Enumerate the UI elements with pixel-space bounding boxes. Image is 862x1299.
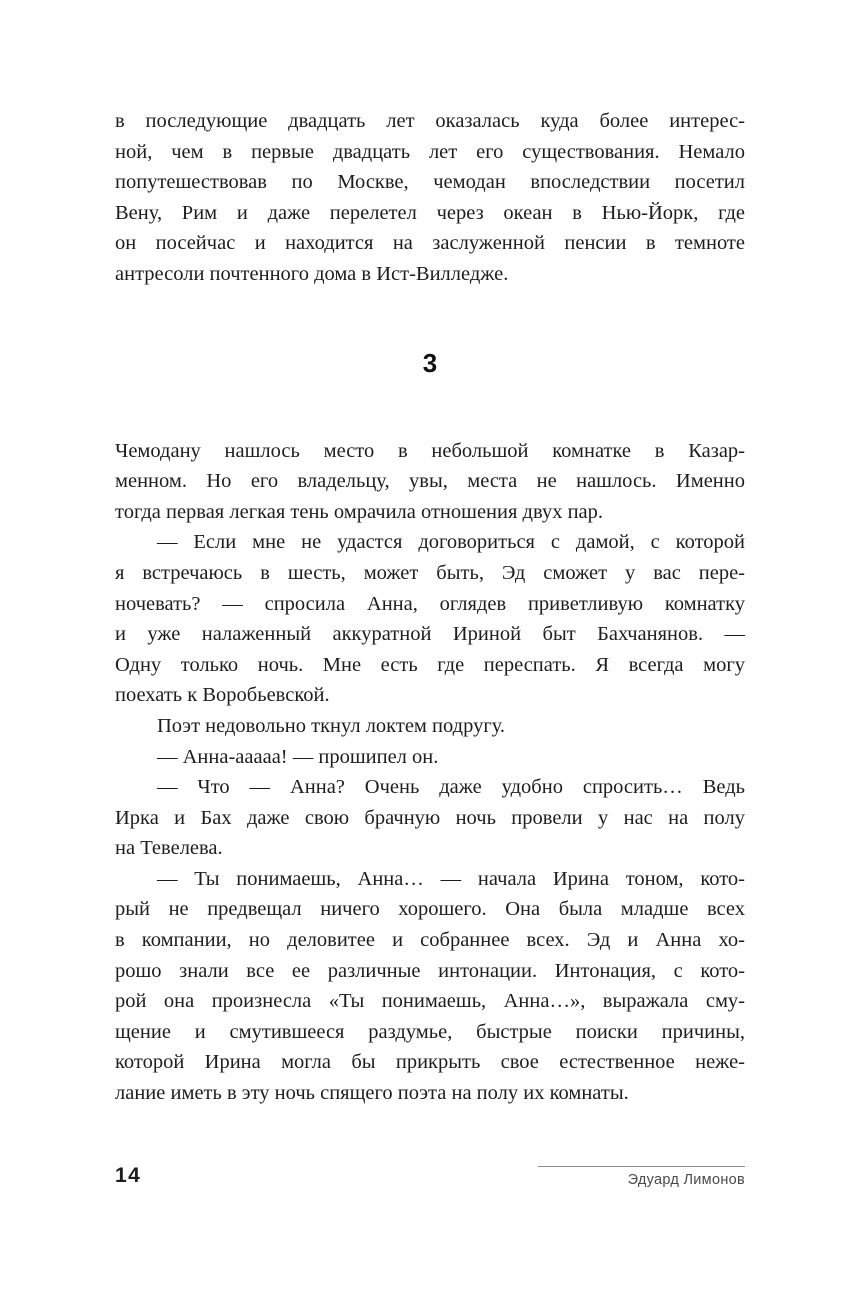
- text-line: Поэт недовольно ткнул локтем подругу.: [157, 714, 506, 737]
- text-line: рый не предвещал ничего хорошего. Она была младше всех: [115, 898, 745, 921]
- text-line: Чемодану нашлось место в небольшой комнатке в Казар-: [115, 439, 745, 462]
- text-line: попутешествовав по Москве, чемодан впоследствии посетил: [115, 171, 745, 194]
- paragraph: [115, 106, 745, 290]
- paragraph: [115, 436, 745, 528]
- text-line: ной, чем в первые двадцать лет его существования. Немало: [115, 140, 745, 163]
- text-line: рой она произнесла «Ты понимаешь, Анна…», выражала сму-: [115, 990, 745, 1013]
- text-line: в последующие двадцать лет оказалась куда более интерес-: [115, 110, 745, 132]
- text-line: в компании, но деловитее и собраннее всех. Эд и Анна хо-: [115, 929, 745, 952]
- section-heading: 3: [422, 347, 438, 378]
- text-line: — Что — Анна? Очень даже удобно спросить… Ведь: [157, 776, 745, 799]
- paragraph: [115, 527, 745, 711]
- text-line: которой Ирина могла бы прикрыть свое естественное неже-: [115, 1051, 745, 1074]
- text-line: он посейчас и находится на заслуженной пенсии в темноте: [115, 232, 745, 255]
- text-line: на Тевелева.: [115, 837, 223, 860]
- text-line: щение и смутившееся раздумье, быстрые поиски причины,: [115, 1020, 745, 1043]
- text-line: ночевать? — спросила Анна, оглядев приветливую комнатку: [115, 592, 745, 615]
- text-line: Вену, Рим и даже перелетел через океан в Нью-Йорк, где: [115, 201, 745, 224]
- text-line: я встречаюсь в шесть, может быть, Эд сможет у вас пере-: [115, 561, 745, 584]
- running-title-block: [538, 1166, 745, 1188]
- text-line: Одну только ночь. Мне есть где переспать. Я всегда могу: [115, 653, 745, 676]
- page-number: 14: [115, 1164, 142, 1187]
- page-footer: [115, 1158, 745, 1200]
- text-line: тогда первая легкая тень омрачила отношения двух пар.: [115, 500, 604, 523]
- text-line: — Анна-ааааа! — прошипел он.: [157, 745, 439, 768]
- paragraph: [115, 711, 745, 742]
- running-title: Эдуард Лимонов: [627, 1172, 745, 1188]
- text-line: — Если мне не удастся договориться с дамой, с которой: [157, 531, 745, 554]
- page-text: [115, 106, 745, 1109]
- text-line: рошо знали все ее различные интонации. Интонация, с кото-: [115, 959, 745, 982]
- text-line: и уже налаженный аккуратной Ириной быт Бахчанянов. —: [115, 623, 745, 646]
- paragraph: [115, 742, 745, 773]
- text-line: лание иметь в эту ночь спящего поэта на полу их комнаты.: [115, 1082, 629, 1105]
- text-line: поехать к Воробьевской.: [115, 684, 330, 707]
- text-line: — Ты понимаешь, Анна… — начала Ирина тоном, кото-: [157, 867, 745, 890]
- text-line: Ирка и Бах даже свою брачную ночь провели у нас на полу: [115, 806, 745, 829]
- paragraph: [115, 864, 745, 1109]
- text-line: антресоли почтенного дома в Ист-Вилледже.: [115, 262, 509, 285]
- text-line: менном. Но его владельцу, увы, места не нашлось. Именно: [115, 470, 745, 493]
- paragraph: [115, 772, 745, 864]
